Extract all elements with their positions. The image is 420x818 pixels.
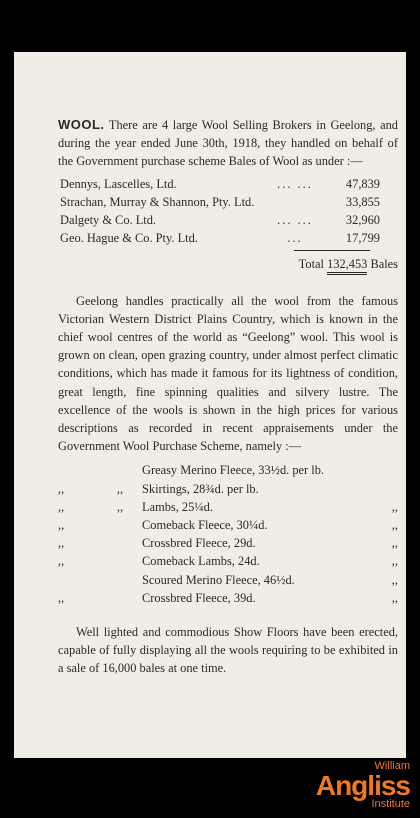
price-description: Scoured Merino Fleece, 46½d. <box>142 572 295 587</box>
price-description: Comeback Lambs, 24d. <box>142 554 260 569</box>
total-unit: Bales <box>370 257 398 272</box>
brokers-table <box>60 175 380 248</box>
ditto-mark <box>98 534 142 552</box>
price-description: Comeback Fleece, 30¼d. <box>142 518 268 533</box>
price-list <box>58 461 398 607</box>
price-row <box>58 480 398 498</box>
price-row <box>58 498 398 516</box>
ditto-mark: ,, <box>391 554 398 569</box>
price-row <box>58 516 398 534</box>
section-heading: WOOL. <box>58 117 105 132</box>
broker-row <box>60 193 380 211</box>
broker-value: 32,960 <box>345 213 380 228</box>
broker-name: Dalgety & Co. Ltd. <box>60 213 157 228</box>
broker-name: Dennys, Lascelles, Ltd. <box>60 176 177 191</box>
show-floors-paragraph: Well lighted and commodious Show Floors have been erected, capable of fully displaying all the wools requiring to be exhibited in a sale of 16,000 bales at one time. <box>58 625 398 676</box>
logo-line-3: Institute <box>371 798 410 810</box>
ditto-mark <box>98 552 142 570</box>
broker-row <box>60 229 380 247</box>
broker-dots: ... ... <box>277 213 313 228</box>
geelong-paragraph: Geelong handles practically all the wool from the famous Victorian Western District Plains Country, which is known in the chief wool centres of the world as “Geelong” wool. This wool is grown on clean, open grazing country, under almost perfect climatic conditions, which has made it famous for its lightness of condition, great length, fine spinning qualities and silvery lustre. The excellence of the wools is shown in the high prices for various descriptions as recorded in recent appraisements under the Government Wool Purchase Scheme, namely :— <box>58 293 398 454</box>
broker-name: Geo. Hague & Co. Pty. Ltd. <box>60 231 198 246</box>
ditto-mark: ,, <box>58 554 65 569</box>
ditto-mark: ,, <box>58 536 65 551</box>
price-row <box>58 571 398 589</box>
document-body <box>58 116 398 678</box>
ditto-mark <box>368 461 398 479</box>
broker-value: 17,799 <box>345 231 380 246</box>
ditto-mark <box>98 589 142 607</box>
ditto-mark: ,, <box>58 481 65 496</box>
broker-dots: ... ... <box>277 176 313 191</box>
total-label: Total <box>298 257 324 272</box>
price-description: Greasy Merino Fleece, 33½d. per lb. <box>142 463 325 478</box>
price-row <box>58 589 398 607</box>
broker-dots <box>260 193 330 211</box>
intro-text: There are 4 large Wool Selling Brokers in Geelong, and during the year ended June 30th, 1918, they handled on behalf of the Government purchase scheme Bales of Wool as under :— <box>58 118 398 169</box>
broker-value: 47,839 <box>345 176 380 191</box>
logo-line-2: Angliss <box>315 770 410 801</box>
intro-paragraph <box>58 116 398 171</box>
ditto-mark <box>98 571 142 589</box>
ditto-mark: ,, <box>58 590 65 605</box>
ditto-mark: ,, <box>391 590 398 605</box>
ditto-mark <box>58 571 98 589</box>
broker-value: 33,855 <box>345 194 380 209</box>
ditto-mark <box>368 480 398 498</box>
broker-dots: ... <box>287 231 303 246</box>
document-page <box>14 52 406 758</box>
ditto-mark: ,, <box>116 481 124 496</box>
ditto-mark: ,, <box>391 499 398 514</box>
price-row <box>58 552 398 570</box>
ditto-mark: ,, <box>391 572 398 587</box>
ditto-mark <box>98 516 142 534</box>
ditto-mark <box>98 461 142 479</box>
ditto-mark: ,, <box>58 499 65 514</box>
broker-row <box>60 175 380 193</box>
ditto-mark: ,, <box>116 499 124 514</box>
ditto-mark: ,, <box>58 518 65 533</box>
price-description: Lambs, 25¼d. <box>142 499 213 514</box>
total-rule <box>294 250 370 251</box>
price-description: Crossbred Fleece, 39d. <box>142 590 256 605</box>
ditto-mark: ,, <box>391 536 398 551</box>
price-description: Crossbred Fleece, 29d. <box>142 536 256 551</box>
logo-line-1: William <box>374 760 410 772</box>
price-row <box>58 461 398 479</box>
total-row <box>58 255 398 273</box>
footer-bar <box>0 758 420 818</box>
ditto-mark <box>58 461 98 479</box>
institute-logo <box>316 761 410 810</box>
total-value: 132,453 <box>327 257 367 275</box>
price-row <box>58 534 398 552</box>
ditto-mark: ,, <box>391 518 398 533</box>
price-description: Skirtings, 28¾d. per lb. <box>142 481 259 496</box>
broker-name: Strachan, Murray & Shannon, Pty. Ltd. <box>60 194 255 209</box>
broker-row <box>60 211 380 229</box>
